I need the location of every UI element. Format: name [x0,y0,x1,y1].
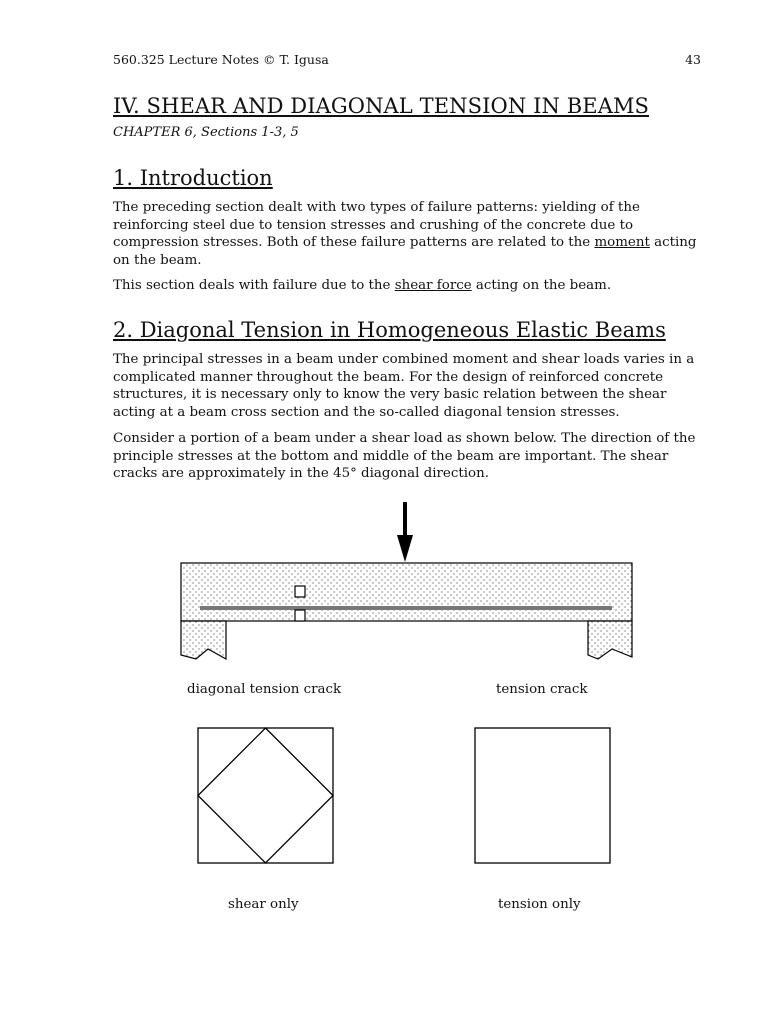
section-2-paragraph-1: The principal stresses in a beam under combined moment and shear loads varies in a complicated manner throughout the beam. For the design of reinforced concrete structures, it is necessary only to know the very basic relation between the shear acting at a beam cross section and the so-called diagonal tension stresses. [113,352,695,420]
concrete-beam [181,563,632,621]
bottom-element [295,610,305,621]
tension-crack-label: tension crack [496,682,588,697]
moment-term: moment [594,235,650,250]
shear-only-label: shear only [228,897,299,912]
chapter-title: IV. SHEAR AND DIAGONAL TENSION IN BEAMS [113,94,650,118]
section-1-p2-text: This section deals with failure due to the [113,278,395,293]
diagonal-tension-crack-label: diagonal tension crack [187,682,342,697]
page-number: 43 [685,52,701,67]
tension-only-label: tension only [498,897,581,912]
chapter-subtitle: CHAPTER 6, Sections 1-3, 5 [113,125,299,140]
running-header: 560.325 Lecture Notes © T. Igusa [113,52,329,67]
right-support [588,621,632,659]
section-2-paragraph-2: Consider a portion of a beam under a shear load as shown below. The direction of the principle stresses at the bottom and middle of the beam are important. The shear cracks are approximately in the 45° diagonal direction. [113,431,696,481]
load-arrow [397,502,413,562]
section-1-p2-tail: acting on the beam. [471,278,612,293]
middle-element [295,586,305,597]
section-1-p1-text: The preceding section dealt with two types of failure patterns: yielding of the reinforcing steel due to tension stresses and crushing of the concrete due to compression stresses. Both of these failure patterns are related to the [113,200,640,250]
tension-only-element [475,728,610,863]
section-1-heading: 1. Introduction [113,166,273,190]
section-1-p1-tail: acting on the beam. [113,235,697,268]
shear-only-element [198,728,333,863]
shear-force-term: shear force [394,278,472,293]
section-2-heading: 2. Diagonal Tension in Homogeneous Elastic Beams [113,318,666,342]
left-support [181,621,226,659]
